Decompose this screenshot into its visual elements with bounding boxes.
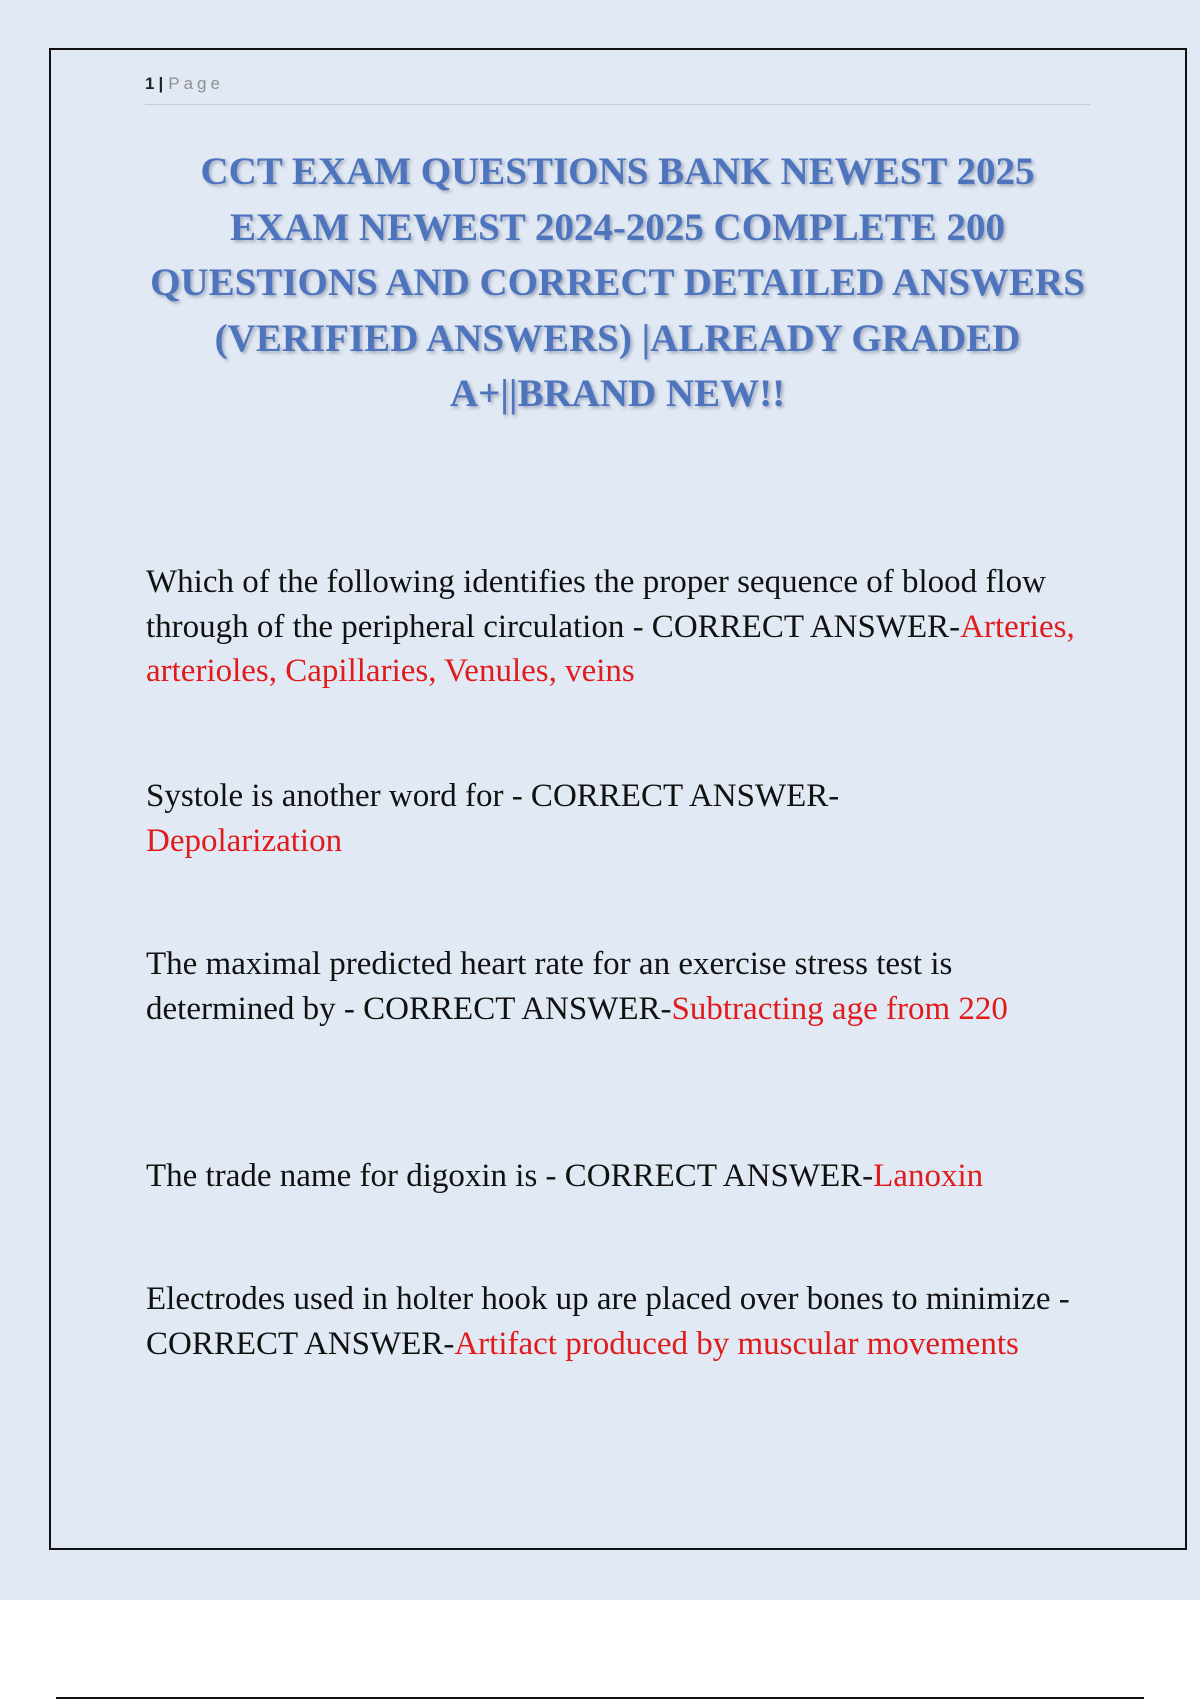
qa-item-1 [146,560,1086,694]
document-title: CCT EXAM QUESTIONS BANK NEWEST 2025 EXAM NEWEST 2024-2025 COMPLETE 200 QUESTIONS AND CORRECT DETAILED ANSWERS (VERIFIED ANSWERS) |ALREADY GRADED A+||BRAND NEW!! [150,150,1085,415]
question-text: Systole is another word for - CORRECT ANSWER- [146,778,840,814]
qa-item-2 [146,774,1086,863]
question-text: Which of the following identifies the proper sequence of blood flow through of the peripheral circulation - CORRECT ANSWER- [146,564,1046,645]
qa-item-3 [146,942,1086,1031]
qa-item-5 [146,1277,1086,1366]
answer-text: Subtracting age from 220 [671,990,1008,1027]
page-header [145,74,1090,105]
qa-item-4 [146,1154,1086,1199]
answer-text: Lanoxin [873,1158,984,1194]
answer-text: Artifact produced by muscular movements [454,1325,1019,1362]
answer-text: Depolarization [146,822,343,859]
page-label: Page [168,74,224,93]
question-text: The maximal predicted heart rate for an exercise stress test is determined by - CORRECT ANSWER- [146,946,953,1027]
answer-text: Arteries, arterioles, Capillaries, Venules, veins [146,608,1075,689]
question-text: Electrodes used in holter hook up are placed over bones to minimize - CORRECT ANSWER- [146,1281,1070,1362]
footer-rule [56,1697,1144,1699]
page-separator: | [158,74,164,93]
page-number: 1 [145,74,155,93]
question-text: The trade name for digoxin is - CORRECT ANSWER- [146,1158,874,1194]
